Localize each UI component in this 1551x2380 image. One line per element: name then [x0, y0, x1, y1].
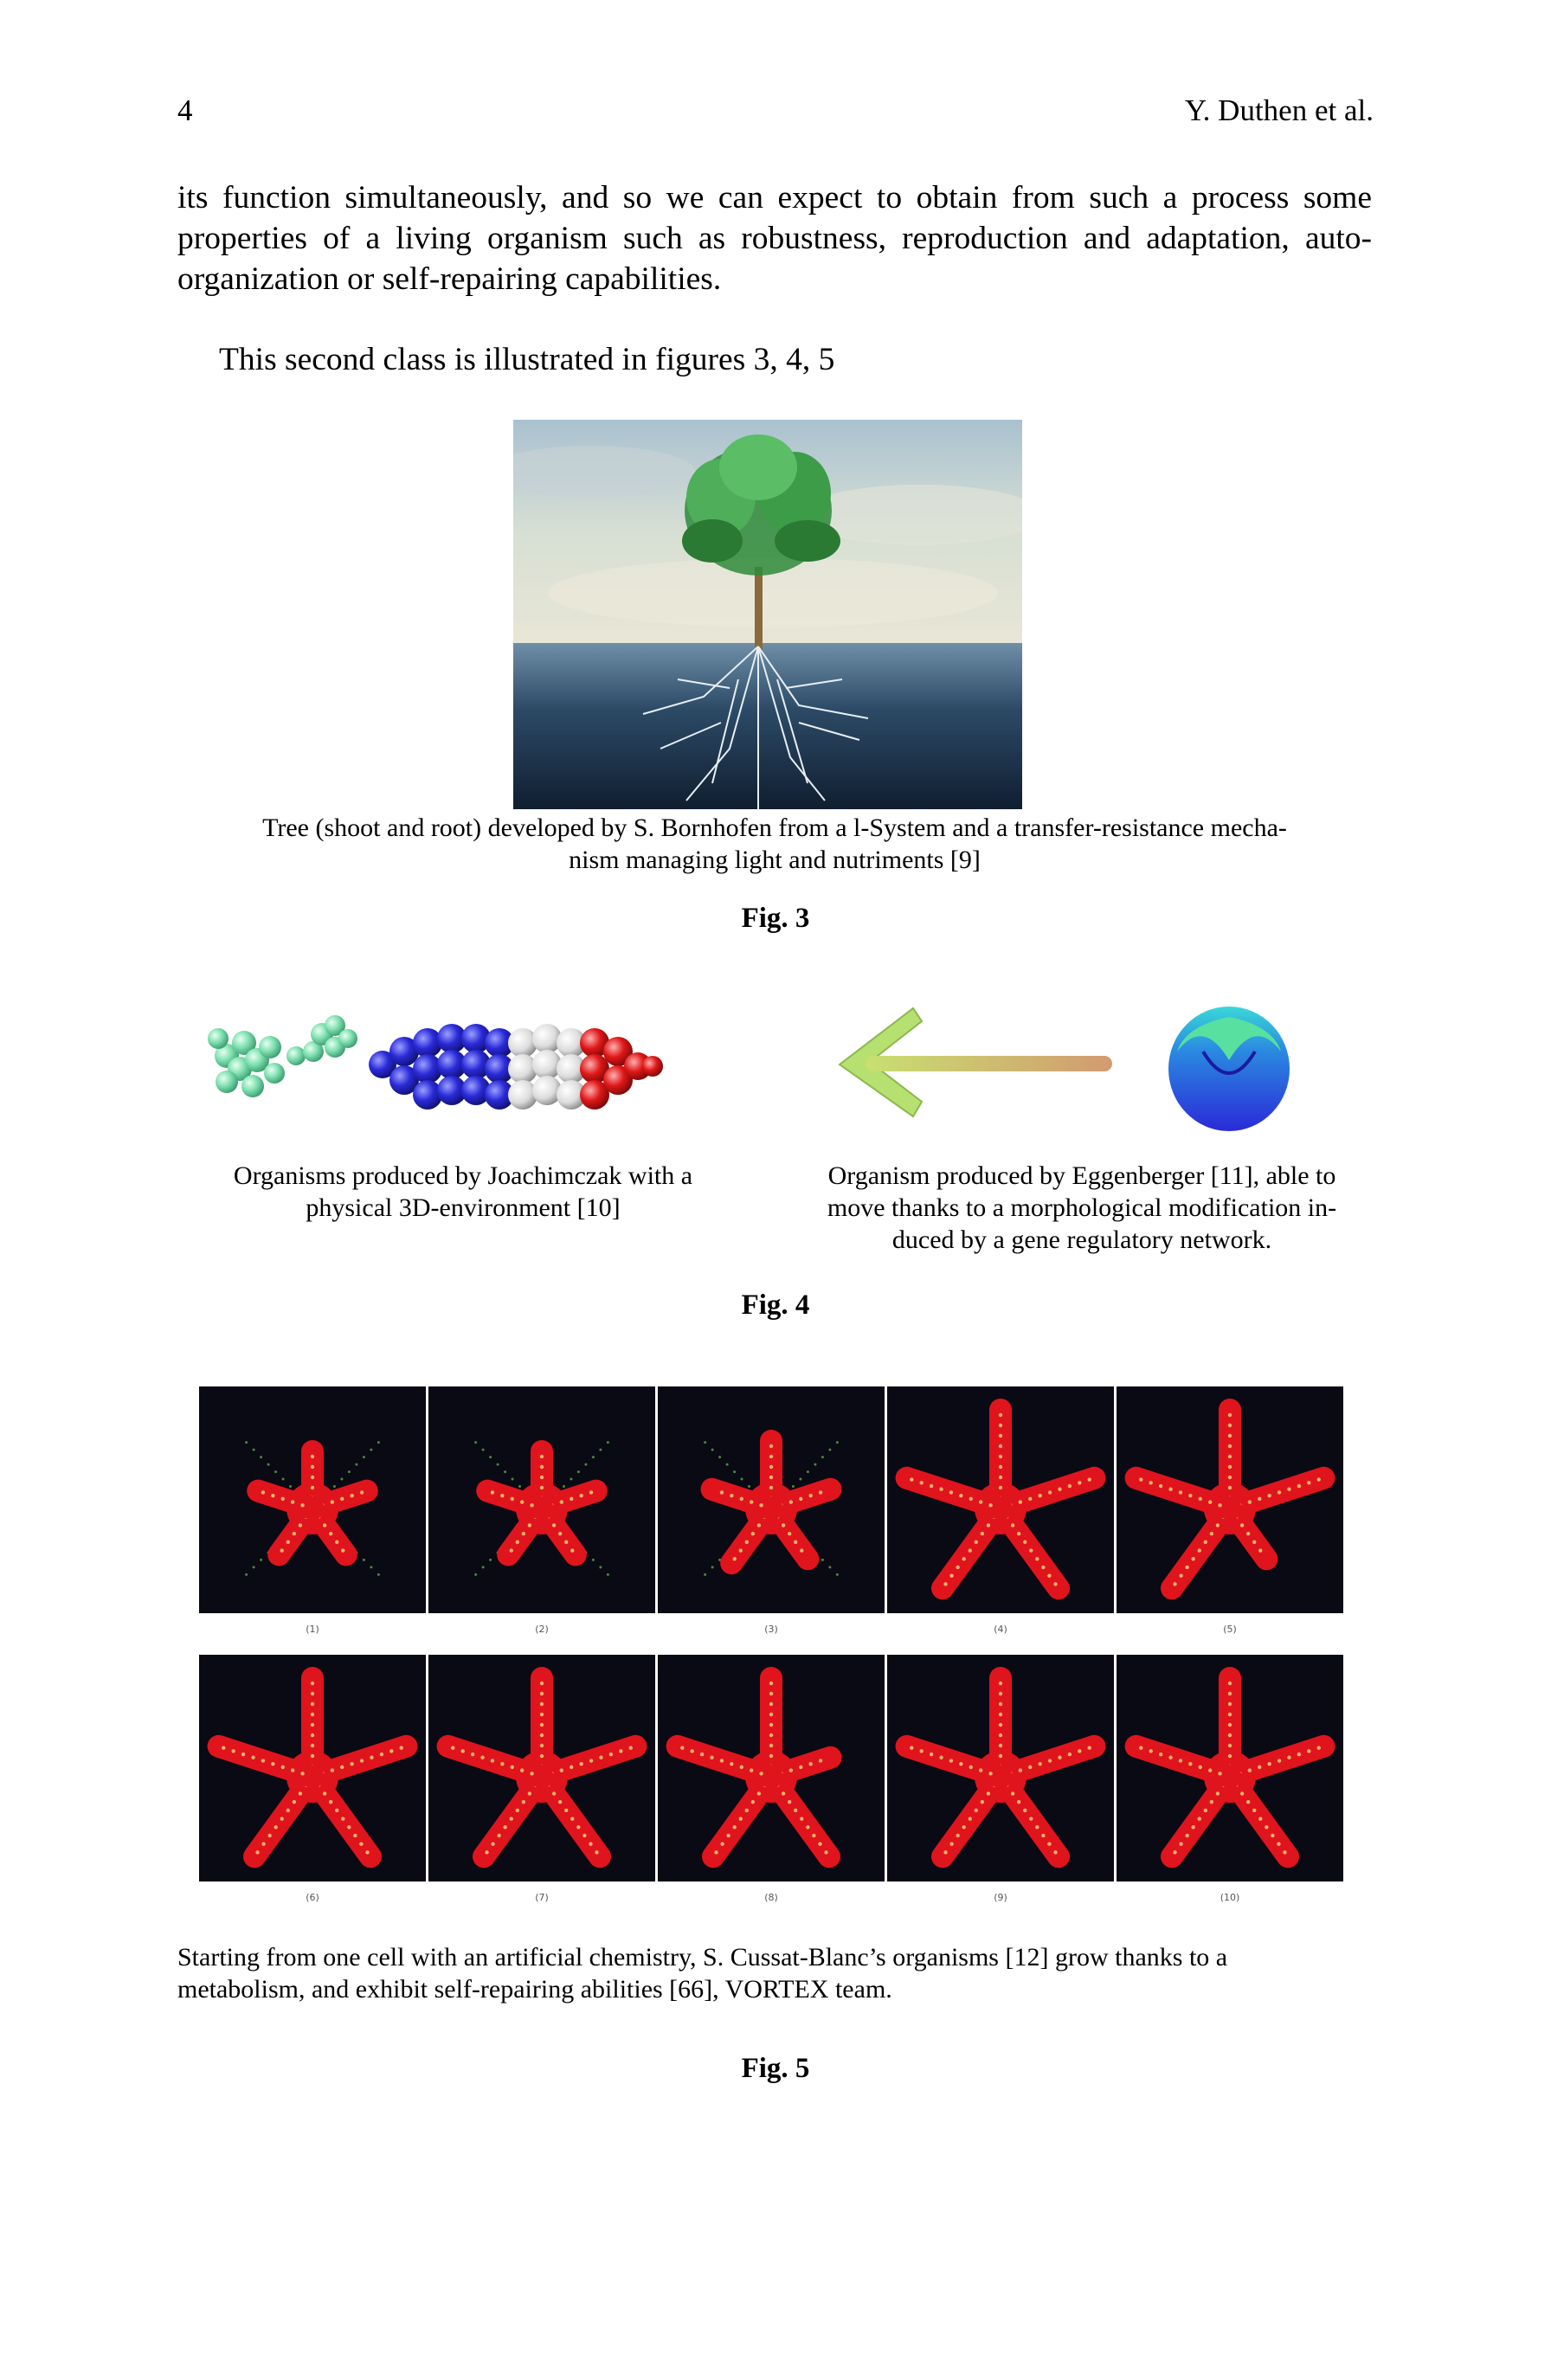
caption-line: Organisms produced by Joachimczak with a: [233, 1161, 693, 1190]
figure-4-right-image: [831, 1000, 1324, 1147]
starfish-tile: [1117, 1386, 1343, 1613]
caption-line: nism managing light and nutriments [9]: [569, 846, 981, 874]
caption-line: Organism produced by Eggenberger [11], able to: [827, 1161, 1336, 1190]
starfish-tile: [428, 1386, 655, 1613]
running-head: Y. Duthen et al.: [1184, 93, 1374, 127]
figure-4-label: Fig. 4: [741, 1290, 810, 1321]
tile-label: (9): [994, 1892, 1007, 1903]
tile-label: (5): [1223, 1624, 1237, 1635]
tile-label: (2): [535, 1624, 549, 1635]
figure-5-caption: [177, 1941, 1380, 2005]
starfish-tile: [199, 1655, 426, 1881]
body-paragraph: This second class is illustrated in figures 3, 4, 5: [219, 342, 835, 377]
figure-4-left-image: [201, 1004, 720, 1134]
caption-line: metabolism, and exhibit self-repairing abilities [66], VORTEX team.: [177, 1975, 892, 2004]
starfish-tile: [428, 1655, 655, 1881]
caption-line: Tree (shoot and root) developed by S. Bornhofen from a l-System and a transfer-resistance mecha-: [262, 814, 1287, 842]
tile-label: (3): [764, 1624, 778, 1635]
body-paragraph: its function simultaneously, and so we can expect to obtain from such a process some properties of a living organism such as robustness, reproduction and adaptation, auto-organization or self-repairing capabilities.: [177, 180, 1372, 297]
tile-label: (1): [306, 1624, 319, 1635]
page-number: 4: [177, 93, 193, 127]
starfish-tile: [199, 1386, 426, 1613]
tile-label: (4): [994, 1624, 1007, 1635]
figure-3-label: Fig. 3: [741, 903, 810, 934]
caption-line: Starting from one cell with an artificial chemistry, S. Cussat-Blanc’s organisms [12] grow thanks to a: [177, 1943, 1228, 1972]
tile-label: (8): [764, 1892, 778, 1903]
figure-3-caption: [173, 812, 1376, 876]
caption-line: physical 3D-environment [10]: [306, 1193, 621, 1222]
starfish-tile: [887, 1655, 1114, 1881]
starfish-tile: [658, 1386, 885, 1613]
tile-label: (6): [306, 1892, 319, 1903]
starfish-tile: [1117, 1655, 1343, 1881]
tile-label: (10): [1220, 1892, 1240, 1903]
caption-line: move thanks to a morphological modification in-: [827, 1193, 1337, 1222]
figure-4-left-caption: [173, 1160, 753, 1224]
tile-label: (7): [535, 1892, 549, 1903]
figure-3-image: [513, 420, 1022, 809]
caption-line: duced by a gene regulatory network.: [891, 1225, 1272, 1254]
figure-5-grid: [199, 1386, 1343, 1903]
figure-5-label: Fig. 5: [741, 2053, 810, 2084]
starfish-tile: [658, 1655, 885, 1881]
figure-4-right-caption: [779, 1160, 1385, 1256]
starfish-tile: [887, 1386, 1114, 1613]
